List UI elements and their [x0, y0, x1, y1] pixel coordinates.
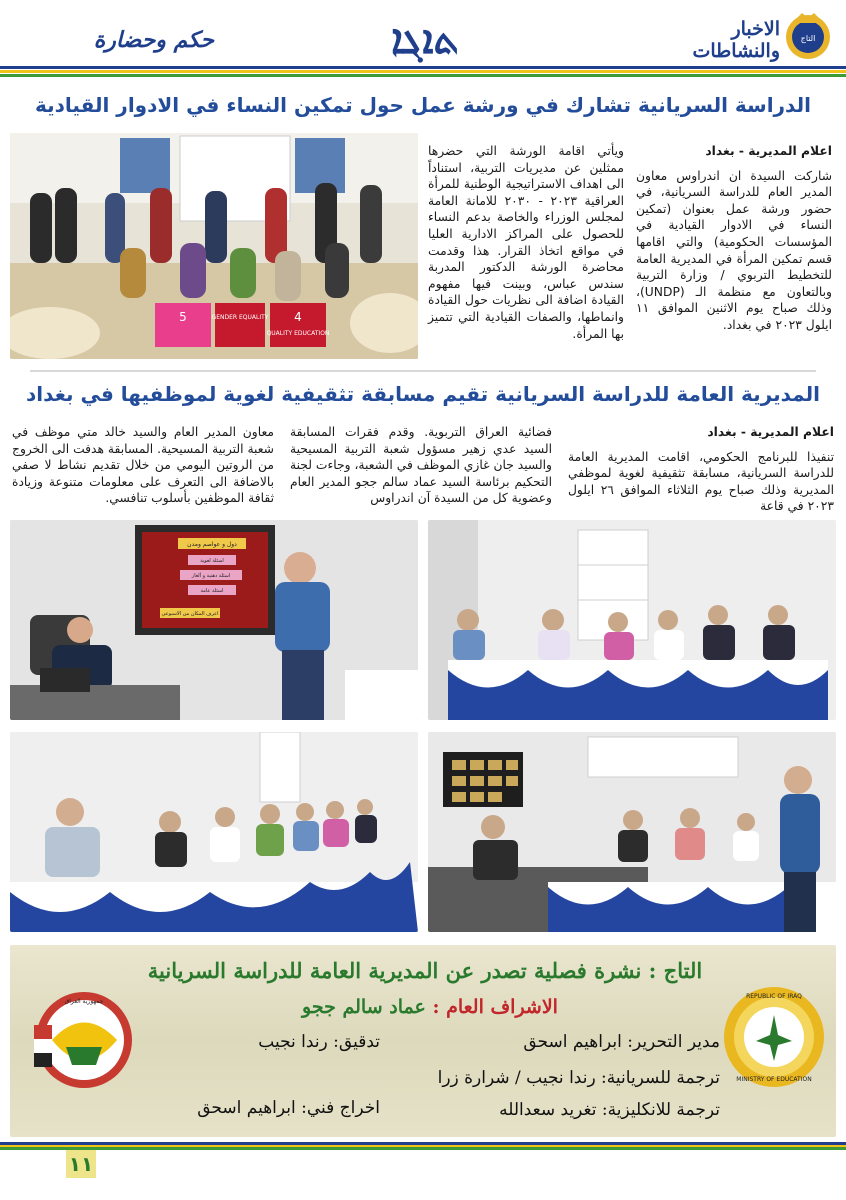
header-stripe-yellow [0, 70, 846, 73]
header-left-title: حكم وحضارة [93, 27, 214, 53]
tech-direction-credit: اخراج فني: ابراهيم اسحق [197, 1098, 380, 1118]
competition-hall-photo-1 [428, 520, 836, 720]
seal-top-text: REPUBLIC OF IRAQ [746, 993, 802, 1000]
taj-emblem-icon [782, 10, 834, 62]
english-translation-credit: ترجمة للانكليزية: تغريد سعدالله [499, 1100, 720, 1120]
slide-item-3: اسئلة عامة [200, 588, 224, 594]
page-bottom-bar [0, 1142, 846, 1150]
article1-text-left: ويأتي اقامة الورشة التي حضرها ممثلين عن مديريات التربية، استناداً الى اهداف الاستراتيجية الوطنية للمرأة العراقية ٢٠٢٣ - ٢٠٣٠ للامانة العامة لمجلس الوزراء والخاصة بدعم النساء للحصول على المراكز الادارية العليا في مواقع اتخاذ القرار. هذا وقدمت محاضرة الورشة الدكتور المدربة سندس عباس، وبينت فيها مفهوم القيادة اضافة الى نظريات حول القيادة وانماطها، والصفات القيادية التي تتميز بها المرأة. [428, 144, 624, 341]
section-title: الاخبار والنشاطات [692, 18, 780, 62]
competition-hall-photo-2 [10, 732, 418, 932]
article2-text-mid: فضائية العراق التربوية. وقدم فقرات المسابقة السيد عدي زهير مسؤول شعبة التربية المسيحية والسيد جان غازي الموظف في الشعبة، وجاءت لجنة التحكيم برئاسة السيد عماد سالم ججو المدير العام وعضوية كل من السيدة آن اندراوس [290, 425, 552, 506]
section-divider [30, 370, 816, 372]
article1-column-left [428, 143, 624, 342]
article2-column-left [12, 424, 274, 507]
article2-title: المديرية العامة للدراسة السريانية تقيم مسابقة تثقيفية لغوية لموظفيها في بغداد [26, 382, 820, 406]
sdg-gender-label: GENDER EQUALITY [211, 314, 269, 321]
ministry-of-education-seal [722, 985, 826, 1089]
header-stripe-green [0, 74, 846, 77]
syriac-translation-credit: ترجمة للسريانية: رندا نجيب / شرارة زرا [437, 1068, 720, 1088]
article2-text-left: معاون المدير العام والسيد خالد متي موظف في شعبة التربية المسيحية. المسابقة هدفت الى الخروج من الروتين اليومي من خلال تقديم نشاط لا صفي بالاضافة الى التعرف على معلومات متنوعة وزيادة ثقافة الموظفين بأسلوب تنافسي. [12, 425, 274, 506]
competition-hall-photo-3 [428, 732, 836, 932]
slide-title: دول و عواصم ومدن [187, 541, 237, 548]
article1-column-right [636, 143, 832, 334]
article2-text-right: تنفيذا للبرنامج الحكومي، اقامت المديرية العامة للدراسة السريانية، مسابقة تثقيفية لغوية لموظفي المديرية وذلك صباح يوم الثلاثاء الموافق ٢٦ ايلول ٢٠٢٣ في قاعة [568, 449, 834, 514]
supervision-name: عماد سالم ججو [302, 996, 426, 1018]
header-stripe-blue [0, 66, 846, 69]
seal-bottom-text: MINISTRY OF EDUCATION [736, 1076, 812, 1083]
article1-text-right: شاركت السيدة ان اندراوس معاون المدير العام للدراسة السريانية، في حضور ورشة عمل بعنوان (تمكين النساء في الادوار القيادية في المؤسسات الحكومية) والتي اقامها قسم تمكين المرأة في المديرية العامة للتخطيط التربوي / وزارة التربية وبالتعاون مع منظمة الـ (UNDP)، وذلك صباح يوم الاثنين الموافق ١١ ايلول ٢٠٢٣ في بغداد. [636, 168, 832, 332]
sdg-5-number: 5 [179, 310, 187, 324]
header-center-logo: ܬܐܓܐ [390, 15, 460, 63]
article1-title: الدراسة السريانية تشارك في ورشة عمل حول تمكين النساء في الادوار القيادية [35, 93, 811, 117]
review-credit: تدقيق: رندا نجيب [258, 1032, 380, 1052]
slide-item-2: اسئلة ذهنية و ألغاز [191, 573, 231, 579]
article2-column-right [568, 424, 834, 515]
page-number: ١١ [66, 1150, 96, 1178]
emblem-top-text: جمهورية العراق [64, 998, 104, 1005]
slide-footer: اعرف المكان من الاسبوعي [161, 611, 219, 617]
article2-byline: اعلام المديرية - بغداد [707, 425, 834, 439]
sdg-quality-label: QUALITY EDUCATION [266, 330, 330, 337]
editor-credit: مدير التحرير: ابراهيم اسحق [523, 1032, 720, 1052]
workshop-photo [10, 133, 418, 359]
newsletter-title: التاج : نشرة فصلية تصدر عن المديرية العامة للدراسة السريانية [147, 958, 703, 983]
slide-item-1: اسئلة لغوية [200, 558, 224, 564]
general-supervision [300, 996, 560, 1018]
sdg-4-number: 4 [294, 310, 302, 324]
directorate-emblem [22, 985, 142, 1095]
quiz-presenter-photo [10, 520, 418, 720]
article1-byline: اعلام المديرية - بغداد [705, 144, 832, 158]
supervision-label: الاشراف العام : [432, 996, 558, 1018]
emblem-text: التاج [800, 34, 816, 43]
article2-column-mid [290, 424, 552, 507]
